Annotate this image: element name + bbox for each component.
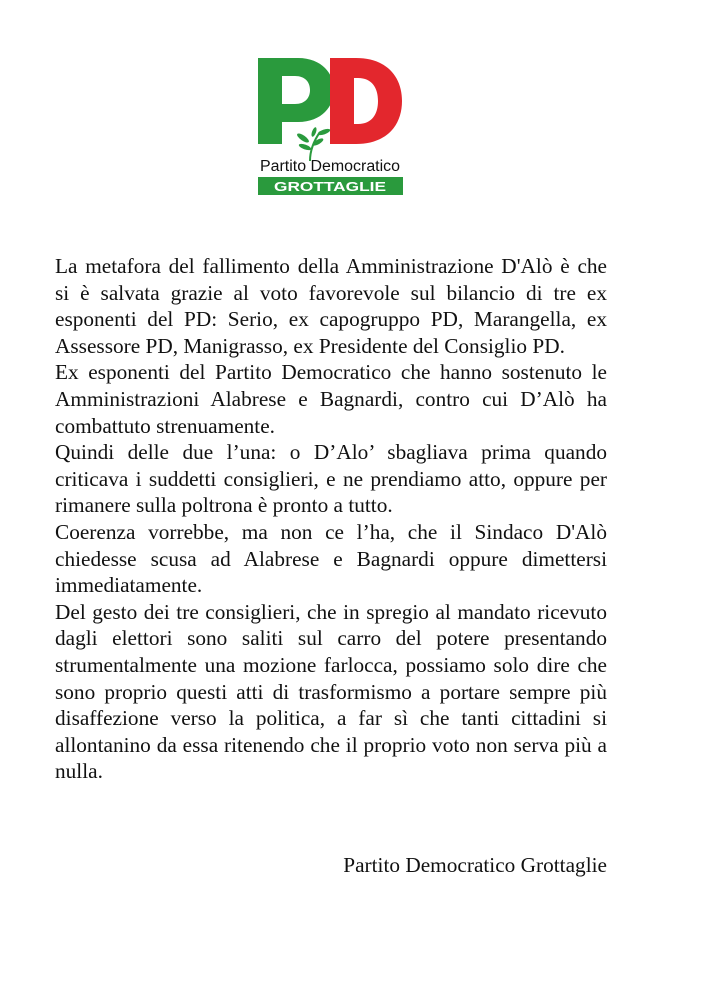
body-paragraph: La metafora del fallimento della Amministrazione D'Alò è che si è salvata grazie al voto favorevole sul bilancio di tre ex esponenti del PD: Serio, ex capogruppo PD, Marangella, ex Assessore PD, Manigrasso, ex Presidente del Consiglio PD.	[55, 254, 607, 358]
olive-branch-icon	[296, 127, 331, 161]
body-paragraph: Del gesto dei tre consiglieri, che in spregio al mandato ricevuto dagli elettori sono saliti sul carro del potere presentando strumentalmente una mozione farlocca, possiamo solo dire che sono proprio questi atti di trasformismo a portare sempre più disaffezione verso la politica, a far sì che tanti cittadini si allontanino da essa ritenendo che il proprio voto non serva più a nulla.	[55, 599, 607, 784]
statement-body	[55, 253, 607, 785]
party-logo	[258, 58, 403, 195]
logo-city-name: GROTTAGLIE	[274, 179, 387, 194]
signature: Partito Democratico Grottaglie	[343, 853, 607, 877]
body-paragraph: Ex esponenti del Partito Democratico che hanno sostenuto le Amministrazioni Alabrese e Bagnardi, contro cui D’Alò ha combattuto strenuamente.	[55, 360, 607, 438]
logo-party-name: Partito Democratico	[260, 158, 400, 175]
body-paragraph: Coerenza vorrebbe, ma non ce l’ha, che il Sindaco D'Alò chiedesse scusa ad Alabrese e Bagnardi oppure dimettersi immediatamente.	[55, 519, 607, 598]
pd-logo-graphic	[258, 58, 403, 195]
logo-letter-d	[330, 58, 402, 144]
body-paragraph: Quindi delle due l’una: o D’Alo’ sbagliava prima quando criticava i suddetti consiglieri, e ne prendiamo atto, oppure per rimanere sulla poltrona è pronto a tutto.	[55, 440, 607, 518]
